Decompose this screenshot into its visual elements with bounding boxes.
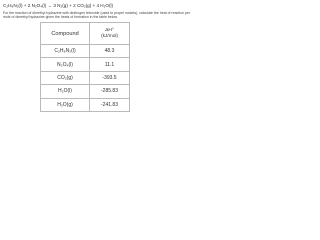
- problem-statement: For the reaction of dimethyl hydrazine with dinitrogen tetroxide (used to propel rockets), calculate the heat of reaction per mole of dimethyl hydrazine given the heats of formation in the table below.: [3, 11, 190, 20]
- column-header-compound: Compound: [41, 23, 90, 45]
- compound-formula: H₂O(l): [41, 85, 90, 98]
- enthalpy-value: 11.1: [90, 58, 130, 71]
- compound-formula: CO₂(g): [41, 71, 90, 84]
- compound-formula: N₂O₄(l): [41, 58, 90, 71]
- enthalpy-value: -241.83: [90, 98, 130, 111]
- table-row: [41, 98, 130, 111]
- enthalpy-value: 48.3: [90, 45, 130, 58]
- table-row: [41, 71, 130, 84]
- compound-formula: C₂H₈N₂(l): [41, 45, 90, 58]
- table-header-row: [41, 23, 130, 45]
- reaction-equation: C₂H₈N₂(l) + 2 N₂O₄(l) → 3 N₂(g) + 2 CO₂(g) + 4 H₂O(l): [3, 3, 114, 8]
- table-row: [41, 45, 130, 58]
- heats-of-formation-table: [40, 22, 130, 112]
- enthalpy-symbol: ΔH°: [105, 27, 114, 33]
- enthalpy-value: -393.5: [90, 71, 130, 84]
- compound-formula: H₂O(g): [41, 98, 90, 111]
- table-row: [41, 58, 130, 71]
- enthalpy-value: -285.83: [90, 85, 130, 98]
- table-row: [41, 85, 130, 98]
- enthalpy-unit: (kJ/mol): [100, 33, 119, 39]
- column-header-enthalpy: [90, 23, 130, 45]
